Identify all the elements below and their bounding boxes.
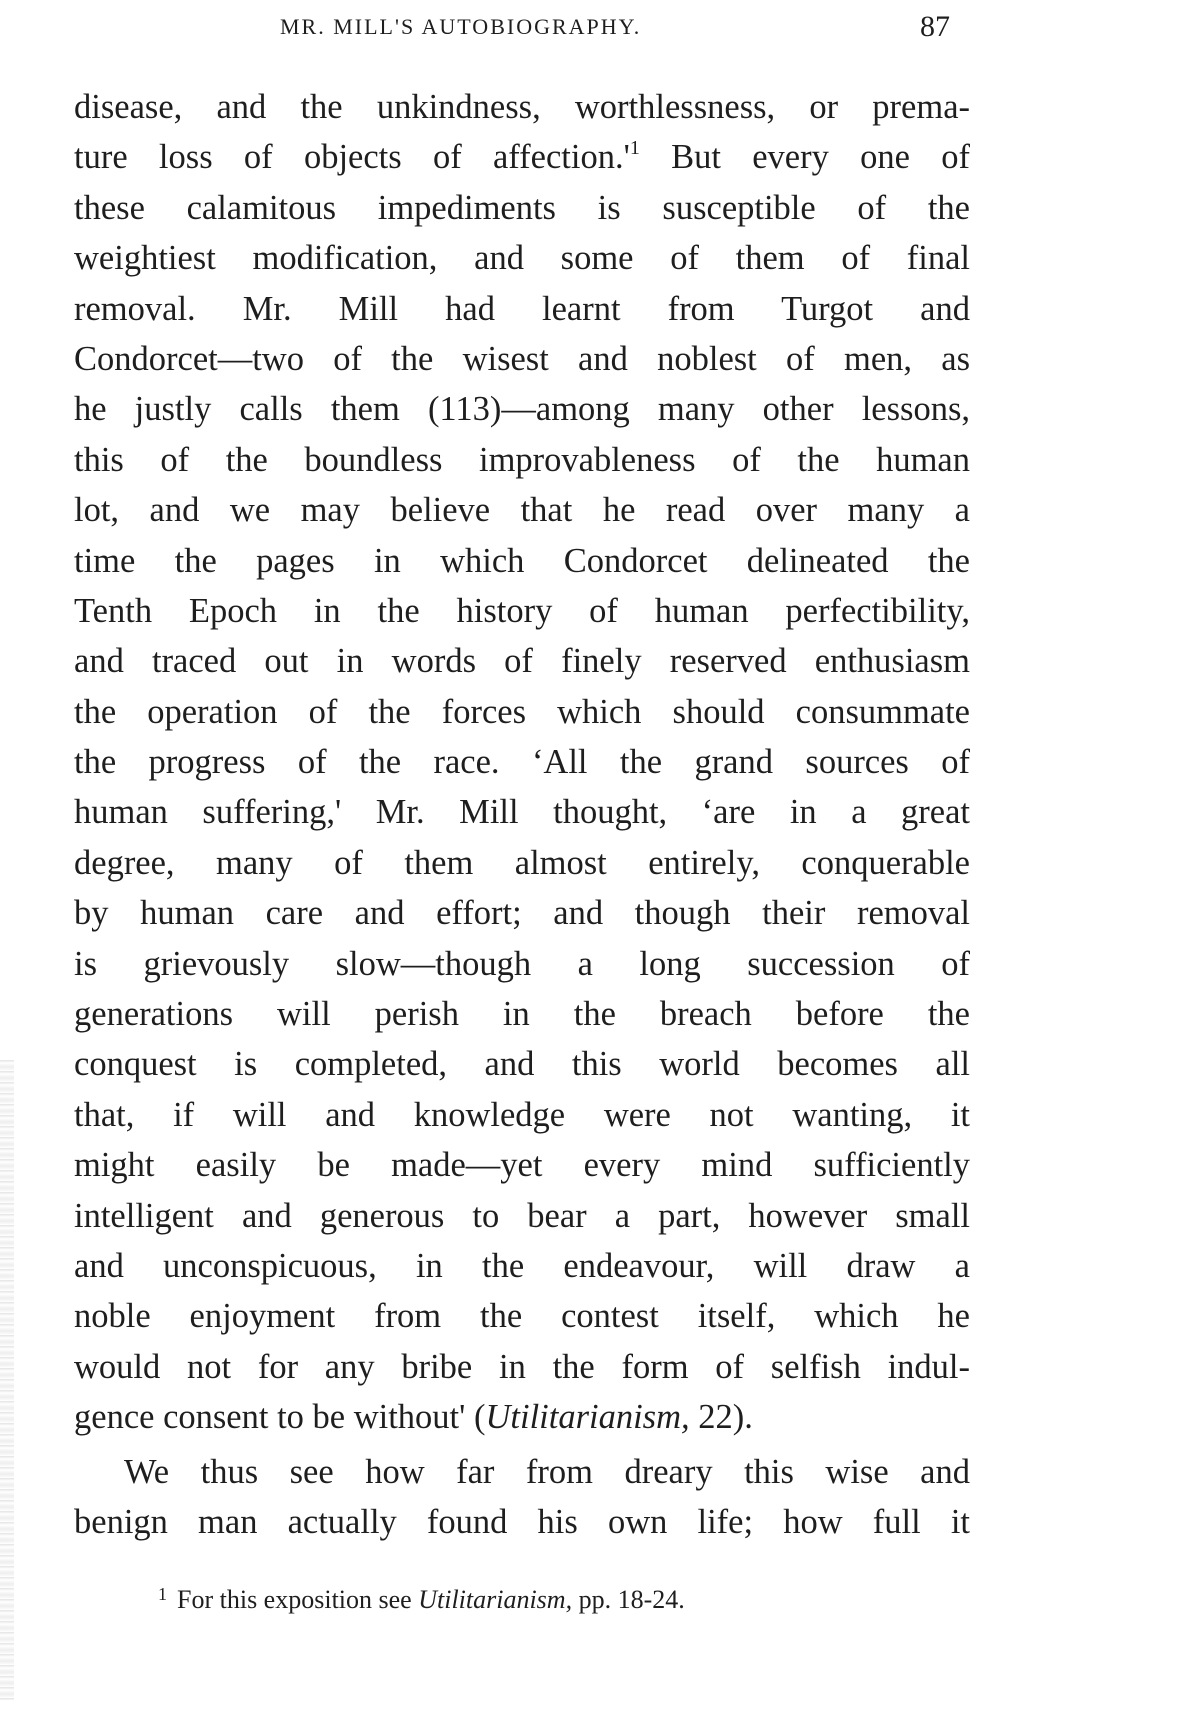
work-title: Utilitarianism, <box>418 1585 573 1614</box>
text-line: this of the boundless improvableness of the human <box>74 440 970 479</box>
text-line: human suffering,' Mr. Mill thought, ‘are in a great <box>74 793 970 832</box>
text-line: he justly calls them (113)—among many other lessons, <box>74 390 970 429</box>
text-line: these calamitous impediments is susceptible of the <box>74 188 970 227</box>
footnote: $^1$ For this exposition see Utilitarianism, pp. 18-24. <box>158 1584 685 1614</box>
text-line: removal. Mr. Mill had learnt from Turgot and <box>74 289 970 328</box>
text-line: and unconspicuous, in the endeavour, will draw a <box>74 1246 970 1285</box>
text-line: Condorcet—two of the wisest and noblest of men, as <box>74 339 970 378</box>
paragraph-2 <box>74 1447 970 1548</box>
work-title: Utilitarianism, <box>485 1398 690 1437</box>
text-line: gence consent to be without' (Utilitarianism, 22). <box>74 1398 753 1437</box>
text-line: might easily be made—yet every mind sufficiently <box>74 1146 970 1185</box>
text-line: noble enjoyment from the contest itself, which he <box>74 1297 970 1336</box>
binding-edge-shadow <box>0 1060 14 1700</box>
text-line: generations will perish in the breach before the <box>74 995 970 1034</box>
text-line: conquest is completed, and this world becomes all <box>74 1045 970 1084</box>
paragraph-1 <box>74 82 970 1443</box>
text-line: and traced out in words of finely reserved enthusiasm <box>74 642 970 681</box>
running-title: MR. MILL'S AUTOBIOGRAPHY. <box>280 14 642 39</box>
text-line: the operation of the forces which should consummate <box>74 692 970 731</box>
footnote-reference[interactable]: 1 <box>629 137 640 160</box>
text-line: time the pages in which Condorcet delineated the <box>74 541 970 580</box>
text-line: by human care and effort; and though their removal <box>74 894 970 933</box>
text-line: Tenth Epoch in the history of human perfectibility, <box>74 591 970 630</box>
text-line: the progress of the race. ‘All the grand sources of <box>74 743 970 782</box>
page-number: 87 <box>920 10 950 43</box>
text-line: weightiest modification, and some of them of final <box>74 239 970 278</box>
main-text <box>74 82 970 1547</box>
text-line: degree, many of them almost entirely, conquerable <box>74 843 970 882</box>
text-line: intelligent and generous to bear a part, however small <box>74 1196 970 1235</box>
text-line: benign man actually found his own life; how full it <box>74 1502 970 1541</box>
text-line: lot, and we may believe that he read over many a <box>74 491 970 530</box>
text-line: disease, and the unkindness, worthlessness, or prema- <box>74 88 970 126</box>
text-line: We thus see how far from dreary this wise and <box>124 1452 970 1491</box>
text-line: that, if will and knowledge were not wanting, it <box>74 1095 970 1134</box>
text-line: would not for any bribe in the form of selfish indul- <box>74 1347 970 1386</box>
text-line: ture loss of objects of affection.'$^1$ But every one of <box>74 137 971 177</box>
text-line: is grievously slow—though a long succession of <box>74 944 970 983</box>
footnote-marker: 1 <box>158 1584 167 1604</box>
